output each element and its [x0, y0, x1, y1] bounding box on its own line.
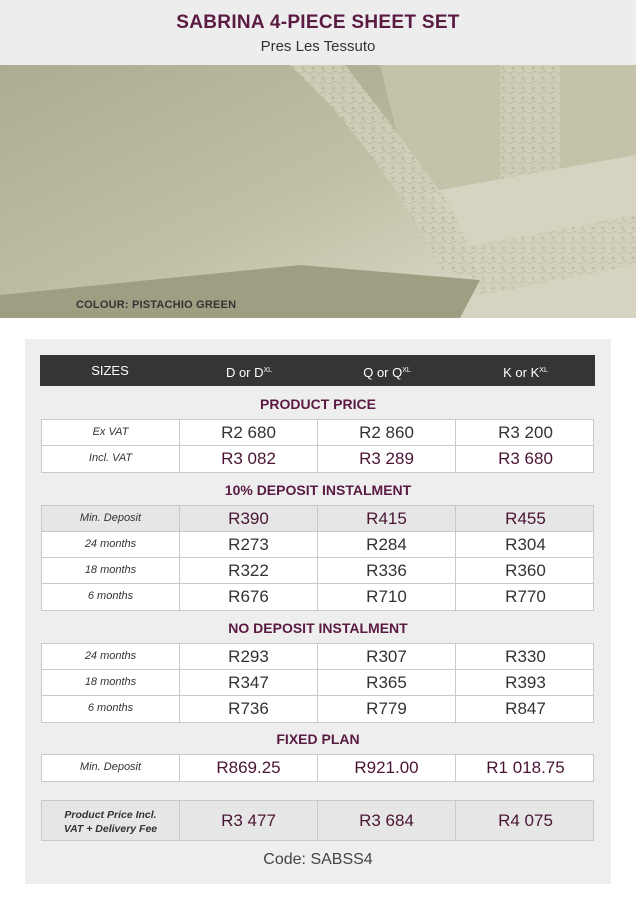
price-d: R869.25 — [180, 755, 318, 781]
price-d: R273 — [180, 532, 318, 557]
total-label — [42, 801, 180, 840]
table-row — [42, 446, 593, 472]
price-q: R710 — [318, 584, 456, 610]
row-label: Min. Deposit — [42, 506, 180, 531]
price-q: R921.00 — [318, 755, 456, 781]
price-q: R284 — [318, 532, 456, 557]
row-label: 6 months — [42, 584, 180, 610]
price-q: R2 860 — [318, 420, 456, 445]
total-q: R3 684 — [318, 801, 456, 840]
price-d: R736 — [180, 696, 318, 722]
table-row — [42, 644, 593, 670]
total-k: R4 075 — [498, 811, 553, 830]
price-k: R3 680 — [498, 449, 553, 468]
table-row — [42, 506, 593, 532]
price-k: R393 — [505, 673, 546, 692]
brand-name: Pres Les Tessuto — [260, 38, 376, 55]
size-q-header: Q or $Q^{XL}$ — [363, 365, 411, 380]
total-price-table — [41, 800, 594, 841]
size-d-header: D or $D^{XL}$ — [225, 365, 273, 380]
row-label: 6 months — [42, 696, 180, 722]
row-label: 18 months — [42, 558, 180, 583]
product-code: Code: SABSS4 — [263, 851, 373, 868]
product-price-title: PRODUCT PRICE — [260, 396, 376, 412]
size-header-row — [40, 355, 595, 386]
no-deposit-instalment-table — [41, 643, 594, 723]
table-row — [42, 532, 593, 558]
price-q: R336 — [318, 558, 456, 583]
sheet-set-illustration — [0, 65, 636, 318]
price-k: R330 — [505, 647, 546, 666]
fixed-plan-table — [41, 754, 594, 782]
header — [0, 0, 636, 65]
product-price-table — [41, 419, 594, 473]
fixed-plan-title: FIXED PLAN — [276, 731, 360, 747]
price-k: R360 — [505, 561, 546, 580]
price-k: R455 — [505, 509, 546, 528]
row-label: Incl. VAT — [42, 446, 180, 472]
price-q: R365 — [318, 670, 456, 695]
price-q: R415 — [318, 506, 456, 531]
size-k-header: K or $K^{XL}$ — [503, 365, 548, 380]
colour-label: COLOUR: PISTACHIO GREEN — [76, 299, 237, 311]
total-label-line2: VAT + Delivery Fee — [63, 823, 158, 835]
deposit-instalment-title: 10% DEPOSIT INSTALMENT — [224, 482, 412, 498]
deposit-instalment-table — [41, 505, 594, 611]
price-d: R2 680 — [180, 420, 318, 445]
row-label: Min. Deposit — [42, 755, 180, 781]
price-k: R3 200 — [498, 423, 553, 442]
table-row — [42, 420, 593, 446]
no-deposit-instalment-title: NO DEPOSIT INSTALMENT — [228, 620, 408, 636]
table-row — [42, 696, 593, 722]
price-k: R1 018.75 — [486, 758, 565, 777]
price-k: R304 — [505, 535, 546, 554]
price-d: R293 — [180, 644, 318, 669]
price-d: R322 — [180, 558, 318, 583]
price-q: R3 289 — [318, 446, 456, 472]
price-d: R390 — [180, 506, 318, 531]
product-title: SABRINA 4-PIECE SHEET SET — [176, 12, 460, 33]
row-label: 18 months — [42, 670, 180, 695]
table-row — [42, 801, 593, 840]
price-q: R779 — [318, 696, 456, 722]
table-row — [42, 558, 593, 584]
table-row — [42, 584, 593, 610]
table-row — [42, 670, 593, 696]
price-k: R847 — [505, 699, 546, 718]
total-d: R3 477 — [180, 801, 318, 840]
table-row — [42, 755, 593, 781]
row-label: 24 months — [42, 644, 180, 669]
sizes-header: SIZES — [91, 363, 129, 378]
row-label: Ex VAT — [42, 420, 180, 445]
price-q: R307 — [318, 644, 456, 669]
price-d: R676 — [180, 584, 318, 610]
price-d: R347 — [180, 670, 318, 695]
row-label: 24 months — [42, 532, 180, 557]
price-k: R770 — [505, 587, 546, 606]
total-label-line1: Product Price Incl. — [64, 809, 157, 821]
product-photo — [0, 65, 636, 318]
price-d: R3 082 — [180, 446, 318, 472]
